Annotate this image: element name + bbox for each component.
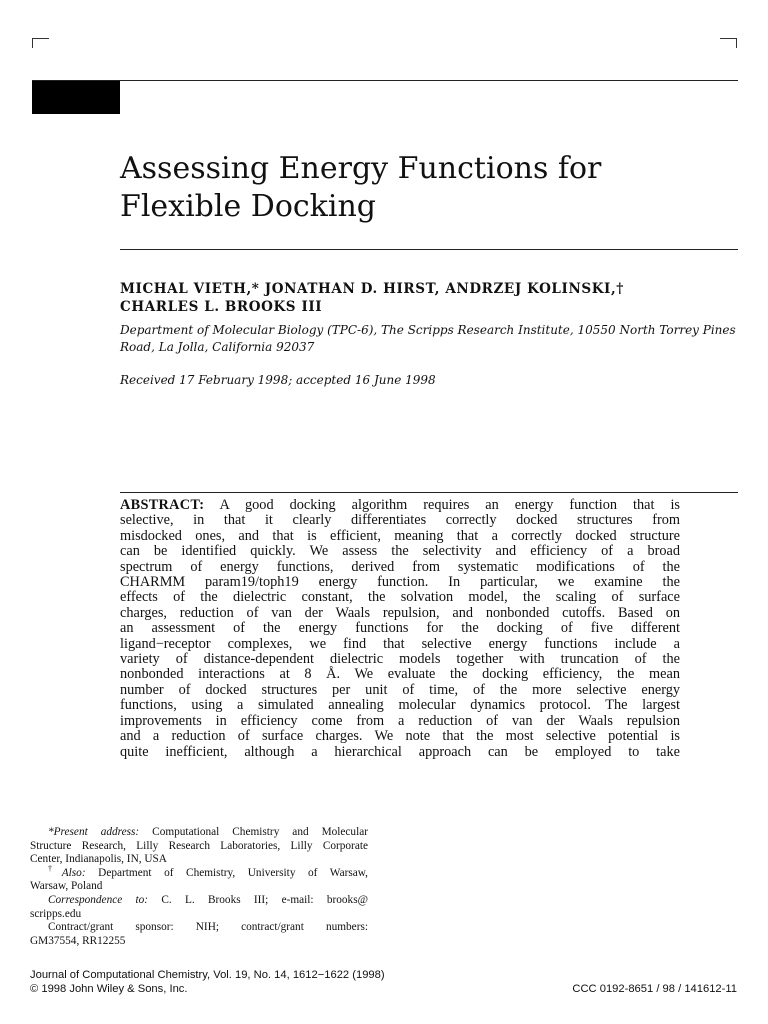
abstract-line — [120, 498, 680, 513]
abstract-line: can be identified quickly. We assess the selectivity and efficiency of a broad — [120, 543, 680, 560]
abstract-line: nonbonded interactions at 8 Å. We evaluate the docking efficiency, the mean — [120, 666, 680, 683]
crop-mark-top-right — [720, 38, 737, 48]
footnote-text: Department of Chemistry, University of Warsaw, — [85, 866, 368, 879]
abstract-line: functions, using a simulated annealing molecular dynamics protocol. The largest — [120, 697, 680, 714]
abstract-line: an assessment of the energy functions for the docking of five different — [120, 620, 680, 637]
footnote-text: Computational Chemistry and Molecular — [139, 826, 368, 838]
title-rule — [120, 249, 738, 250]
abstract-line: quite inefficient, although a hierarchical approach can be employed to take — [120, 743, 680, 760]
abstract-line: and a reduction of surface charges. We note that the most selective potential is — [120, 728, 680, 745]
footnote-text: C. L. Brooks III; e-mail: brooks@ — [148, 893, 368, 906]
affiliation-line: Department of Molecular Biology (TPC-6), The Scripps Research Institute, 10550 North Torrey Pines — [120, 323, 736, 337]
footnote-line — [30, 826, 368, 840]
copyright-line: © 1998 John Wiley & Sons, Inc. — [30, 983, 188, 995]
footnote-also-label: Also: — [61, 866, 86, 879]
footnote-present-label: *Present address: — [48, 826, 140, 838]
footnote-line: Structure Research, Lilly Research Laboratories, Lilly Corporate — [30, 839, 368, 852]
footnote-line: Warsaw, Poland — [30, 880, 103, 893]
header-black-block — [32, 81, 120, 114]
journal-citation: Journal of Computational Chemistry, Vol. 19, No. 14, 1612−1622 (1998) — [30, 969, 385, 981]
affiliation — [120, 322, 740, 356]
abstract-line: variety of distance-dependent dielectric models together with truncation of the — [120, 651, 680, 668]
abstract-line: charges, reduction of van der Waals repulsion, and nonbonded cutoffs. Based on — [120, 604, 680, 621]
journal-info — [30, 968, 450, 996]
footnote-line: Center, Indianapolis, IN, USA — [30, 853, 167, 866]
abstract-label: ABSTRACT: — [120, 497, 205, 513]
author-line: CHARLES L. BROOKS III — [120, 299, 323, 315]
crop-mark-top-left — [32, 38, 49, 48]
abstract-line: spectrum of energy functions, derived from systematic modifications of the — [120, 558, 680, 575]
author-list — [120, 280, 740, 316]
title-line: Flexible Docking — [120, 189, 376, 224]
footnote-line: GM37554, RR12255 — [30, 934, 126, 947]
abstract-rule — [120, 492, 738, 493]
affiliation-line: Road, La Jolla, California 92037 — [120, 340, 315, 354]
footnote-correspondence-label: Correspondence to: — [48, 893, 149, 906]
footnote-line: scripps.edu — [30, 907, 82, 920]
footnote-line — [30, 894, 368, 908]
abstract — [120, 498, 680, 760]
author-line: MICHAL VIETH,* JONATHAN D. HIRST, ANDRZEJ KOLINSKI,† — [120, 281, 624, 297]
abstract-line: ligand−receptor complexes, we find that selective energy functions include a — [120, 635, 680, 652]
received-dates: Received 17 February 1998; accepted 16 June 1998 — [120, 373, 436, 387]
dagger-mark: † — [48, 864, 62, 874]
footnote-line — [30, 864, 368, 881]
ccc-code: CCC 0192-8651 / 98 / 141612-11 — [572, 983, 737, 995]
title-line: Assessing Energy Functions for — [120, 151, 602, 186]
article-title — [120, 150, 720, 226]
footnote-line: Contract/grant sponsor: NIH; contract/grant numbers: — [48, 921, 368, 934]
footnotes — [30, 826, 368, 948]
abstract-line: number of docked structures per unit of time, of the more selective energy — [120, 681, 680, 698]
abstract-line: effects of the dielectric constant, the solvation model, the scaling of surface — [120, 589, 680, 606]
abstract-line: CHARMM param19/toph19 energy function. In particular, we examine the — [120, 574, 680, 591]
abstract-line: improvements in efficiency come from a reduction of van der Waals repulsion — [120, 712, 680, 729]
header-rule — [32, 80, 738, 81]
abstract-line: selective, in that it clearly differentiates correctly docked structures from — [120, 512, 680, 529]
abstract-text: A good docking algorithm requires an energy function that is — [204, 497, 680, 513]
abstract-line: misdocked ones, and that is efficient, meaning that a correctly docked structure — [120, 527, 680, 544]
